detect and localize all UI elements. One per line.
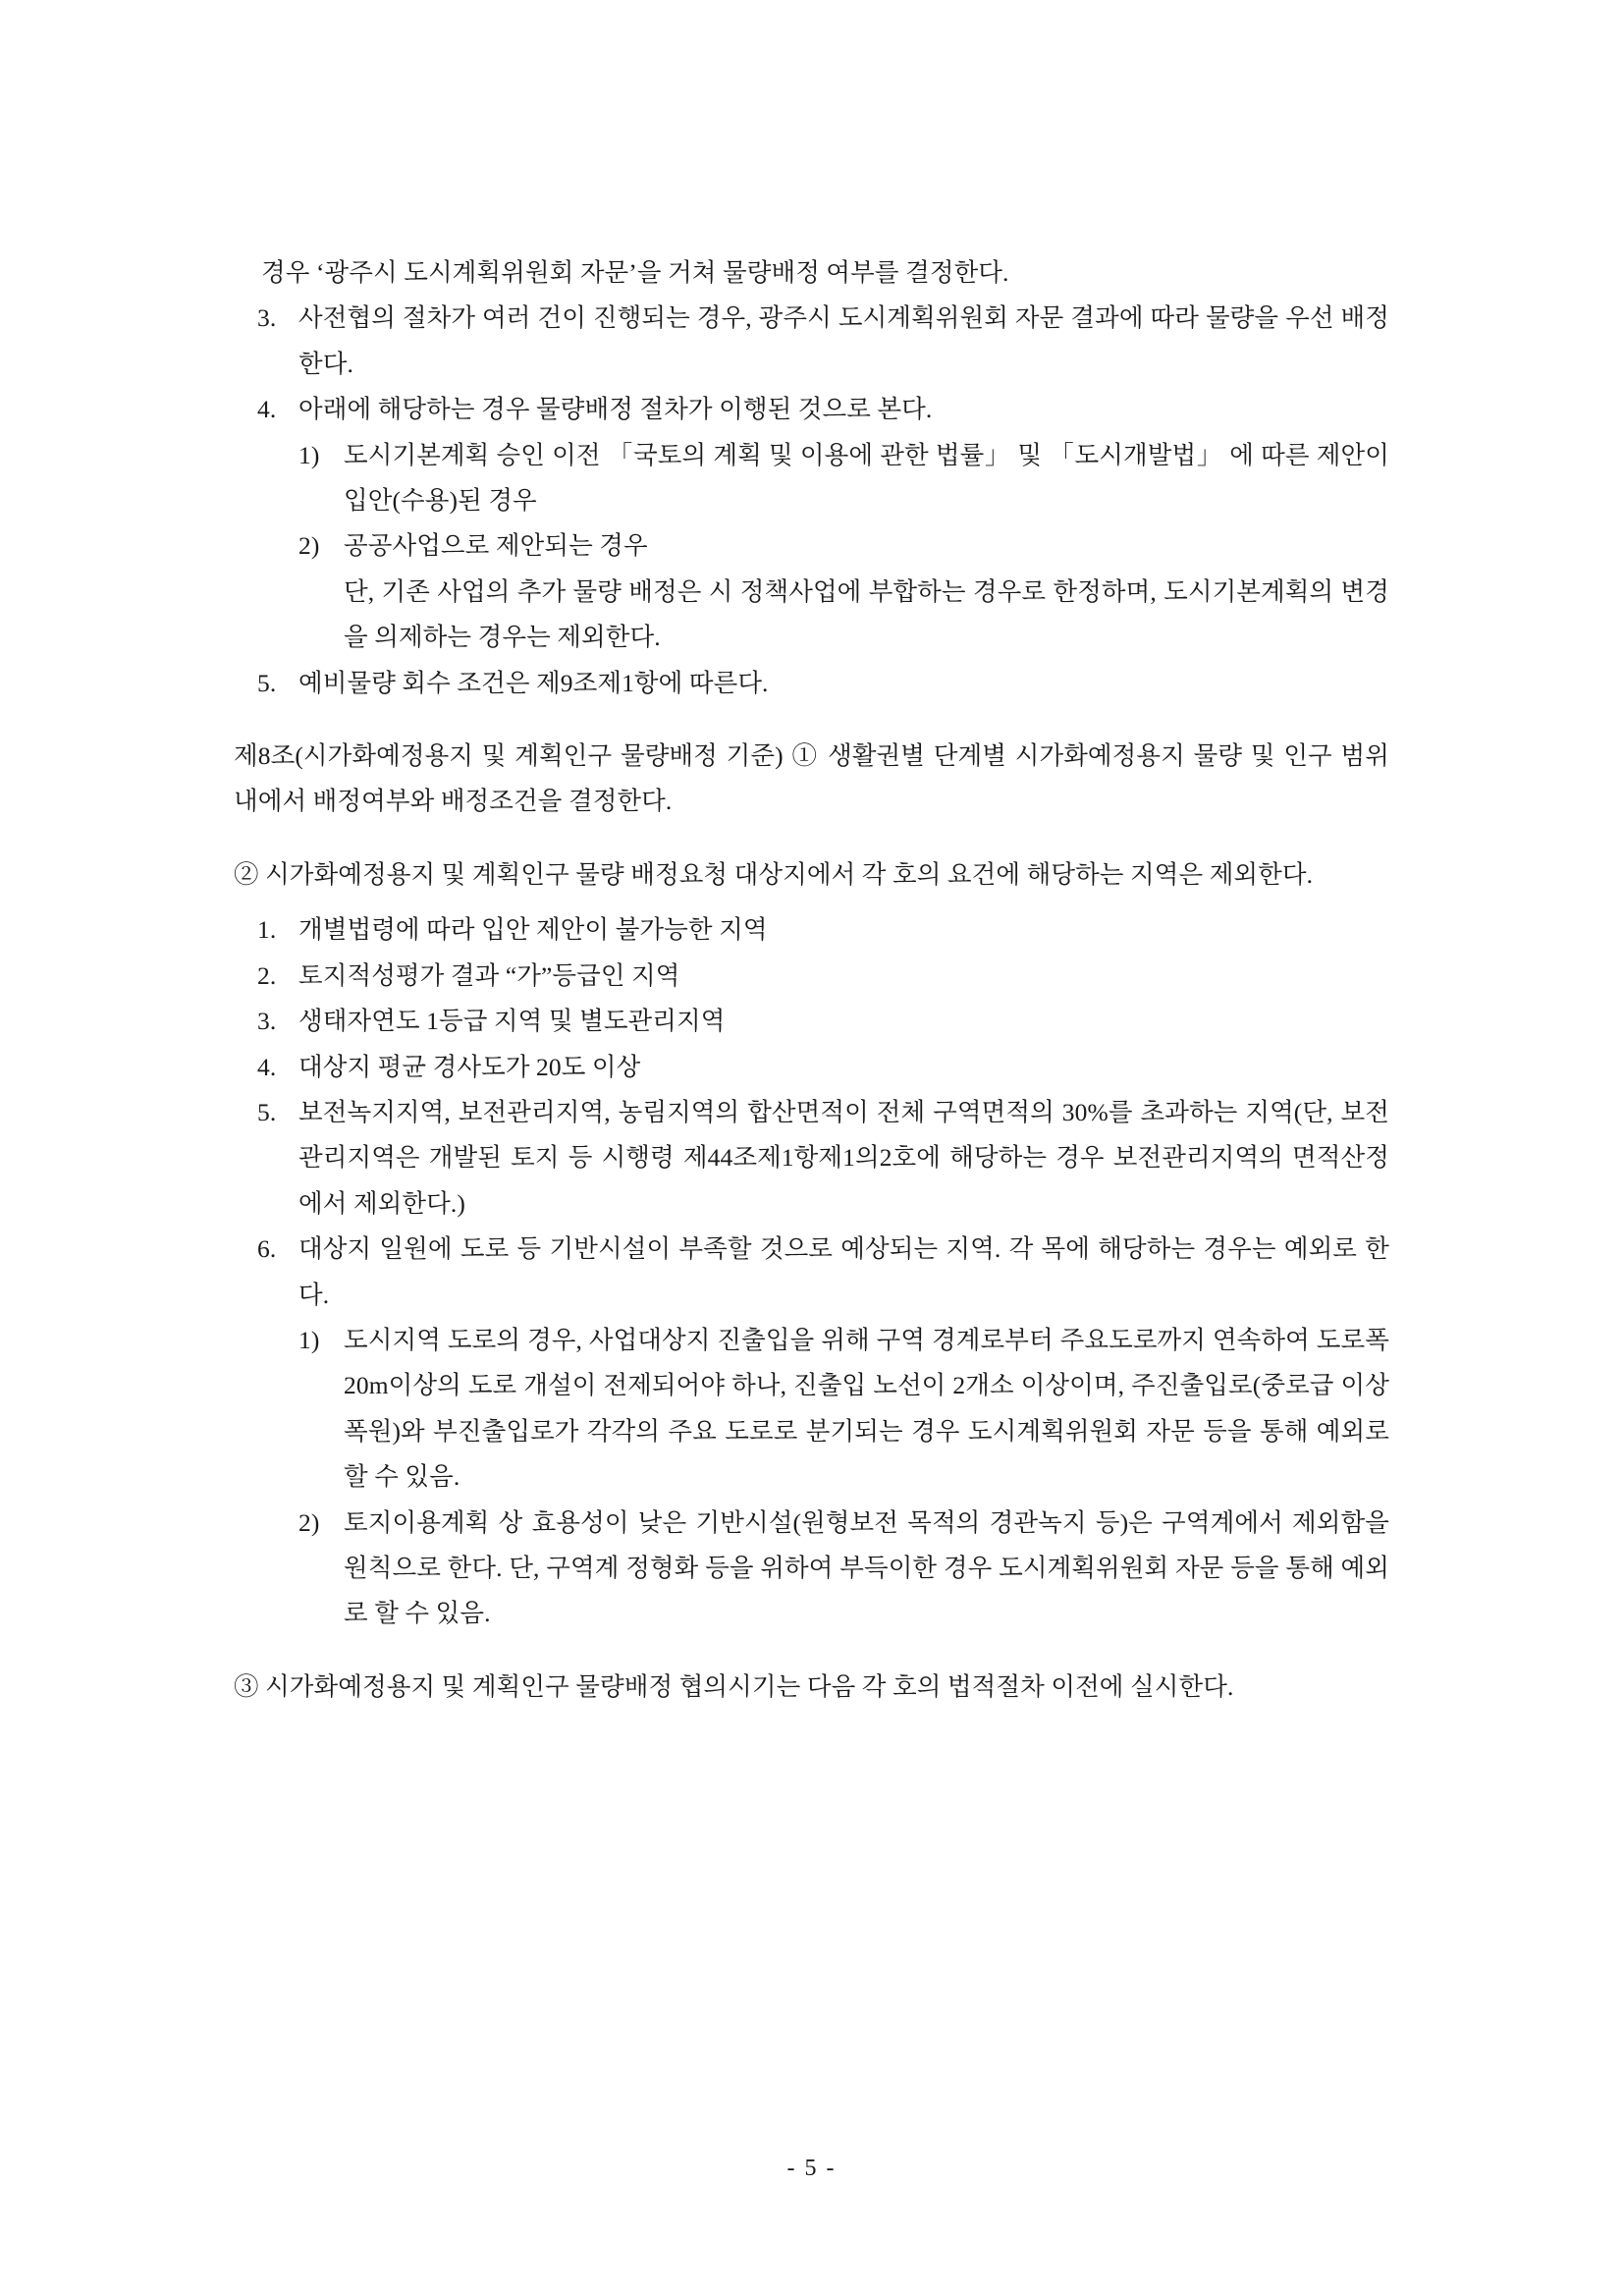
list-marker: 5. bbox=[257, 1097, 277, 1126]
list-marker: 3. bbox=[257, 303, 277, 333]
list-item-text: 아래에 해당하는 경우 물량배정 절차가 이행된 것으로 본다. bbox=[298, 395, 933, 424]
article-8-paragraph: 제8조(시가화예정용지 및 계획인구 물량배정 기준) ① 생활권별 단계별 시가화예정용지 물량 및 인구 범위 내에서 배정여부와 배정조건을 결정한다. bbox=[234, 741, 1389, 816]
list-item-text: 토지적성평가 결과 “가”등급인 지역 bbox=[298, 960, 680, 990]
list-item-5 bbox=[257, 661, 1389, 706]
list-item-text: 사전협의 절차가 여러 건이 진행되는 경우, 광주시 도시계획위원회 자문 결과에 따라 물량을 우선 배정한다. bbox=[298, 303, 1389, 378]
clause-2-item-6-sub-1 bbox=[298, 1318, 1389, 1501]
list-item-4-sub-1 bbox=[298, 433, 1389, 524]
list-marker: 4. bbox=[257, 1052, 277, 1081]
spacer bbox=[234, 898, 1389, 907]
list-item-3 bbox=[257, 296, 1389, 387]
list-marker: 1) bbox=[298, 440, 320, 469]
clause-2-paragraph: ② 시가화예정용지 및 계획인구 물량 배정요청 대상지에서 각 호의 요건에 해당하는 지역은 제외한다. bbox=[234, 859, 1314, 889]
list-marker: 3. bbox=[257, 1007, 277, 1036]
list-marker: 2. bbox=[257, 960, 277, 990]
list-item-text: 도시기본계획 승인 이전 「국토의 계획 및 이용에 관한 법률」 및 「도시개발법」 에 따른 제안이 입안(수용)된 경우 bbox=[344, 440, 1389, 516]
clause-2-item-2 bbox=[257, 954, 1389, 999]
list-item-text: 도시지역 도로의 경우, 사업대상지 진출입을 위해 구역 경계로부터 주요도로까지 연속하여 도로폭 20m이상의 도로 개설이 전제되어야 하나, 진출입 노선이 2개소 이상이며, 주진출입로(중로급 이상 폭원)와 부진출입로가 각각의 주요 도로로 분기되는 경우 도시계획위원회 자문 등을 통해 예외로 할 수 있음. bbox=[344, 1325, 1389, 1492]
clause-2-item-6 bbox=[257, 1227, 1389, 1318]
list-marker: 1. bbox=[257, 915, 277, 945]
spacer bbox=[234, 706, 1389, 734]
list-item-text: 공공사업으로 제안되는 경우 bbox=[344, 531, 648, 561]
list-item-text: 토지이용계획 상 효용성이 낮은 기반시설(원형보전 목적의 경관녹지 등)은 구역계에서 제외함을 원칙으로 한다. 단, 구역계 정형화 등을 위하여 부득이한 경우 도시계획위원회 자문 등을 통해 예외로 할 수 있음. bbox=[344, 1507, 1389, 1628]
list-marker: 4. bbox=[257, 395, 277, 424]
list-item-text: 대상지 평균 경사도가 20도 이상 bbox=[298, 1052, 641, 1081]
list-item-4-sub-2 bbox=[298, 523, 1389, 569]
clause-2-item-4 bbox=[257, 1045, 1389, 1090]
list-marker: 1) bbox=[298, 1325, 320, 1354]
clause-2-item-5 bbox=[257, 1090, 1389, 1227]
list-marker: 6. bbox=[257, 1234, 277, 1264]
clause-3-paragraph: ③ 시가화예정용지 및 계획인구 물량배정 협의시기는 다음 각 호의 법적절차 이전에 실시한다. bbox=[234, 1671, 1234, 1701]
document-body bbox=[234, 250, 1389, 1710]
clause-2-item-1 bbox=[257, 907, 1389, 953]
spacer bbox=[234, 1637, 1389, 1665]
page-number: - 5 - bbox=[786, 2156, 837, 2181]
list-item-text: 생태자연도 1등급 지역 및 별도관리지역 bbox=[298, 1007, 726, 1036]
list-item-text: 대상지 일원에 도로 등 기반시설이 부족할 것으로 예상되는 지역. 각 목에 해당하는 경우는 예외로 한다. bbox=[298, 1234, 1389, 1309]
list-marker: 2) bbox=[298, 531, 320, 561]
list-item-4 bbox=[257, 387, 1389, 432]
list-marker: 2) bbox=[298, 1507, 320, 1537]
spacer bbox=[234, 825, 1389, 852]
list-item-4-sub-2-note: 단, 기존 사업의 추가 물량 배정은 시 정책사업에 부합하는 경우로 한정하며, 도시기본계획의 변경을 의제하는 경우는 제외한다. bbox=[344, 576, 1389, 652]
list-item-text: 개별법령에 따라 입안 제안이 불가능한 지역 bbox=[298, 915, 768, 945]
top-continuation-paragraph: 경우 ‘광주시 도시계획위원회 자문’을 거쳐 물량배정 여부를 결정한다. bbox=[261, 258, 1009, 287]
list-item-text: 예비물량 회수 조건은 제9조제1항에 따른다. bbox=[298, 668, 769, 697]
clause-2-item-3 bbox=[257, 999, 1389, 1044]
clause-2-item-6-sub-2 bbox=[298, 1501, 1389, 1637]
list-marker: 5. bbox=[257, 668, 277, 697]
list-item-text: 보전녹지지역, 보전관리지역, 농림지역의 합산면적이 전체 구역면적의 30%를 초과하는 지역(단, 보전관리지역은 개발된 토지 등 시행령 제44조제1항제1의2호에 해당하는 경우 보전관리지역의 면적산정에서 제외한다.) bbox=[298, 1097, 1389, 1218]
